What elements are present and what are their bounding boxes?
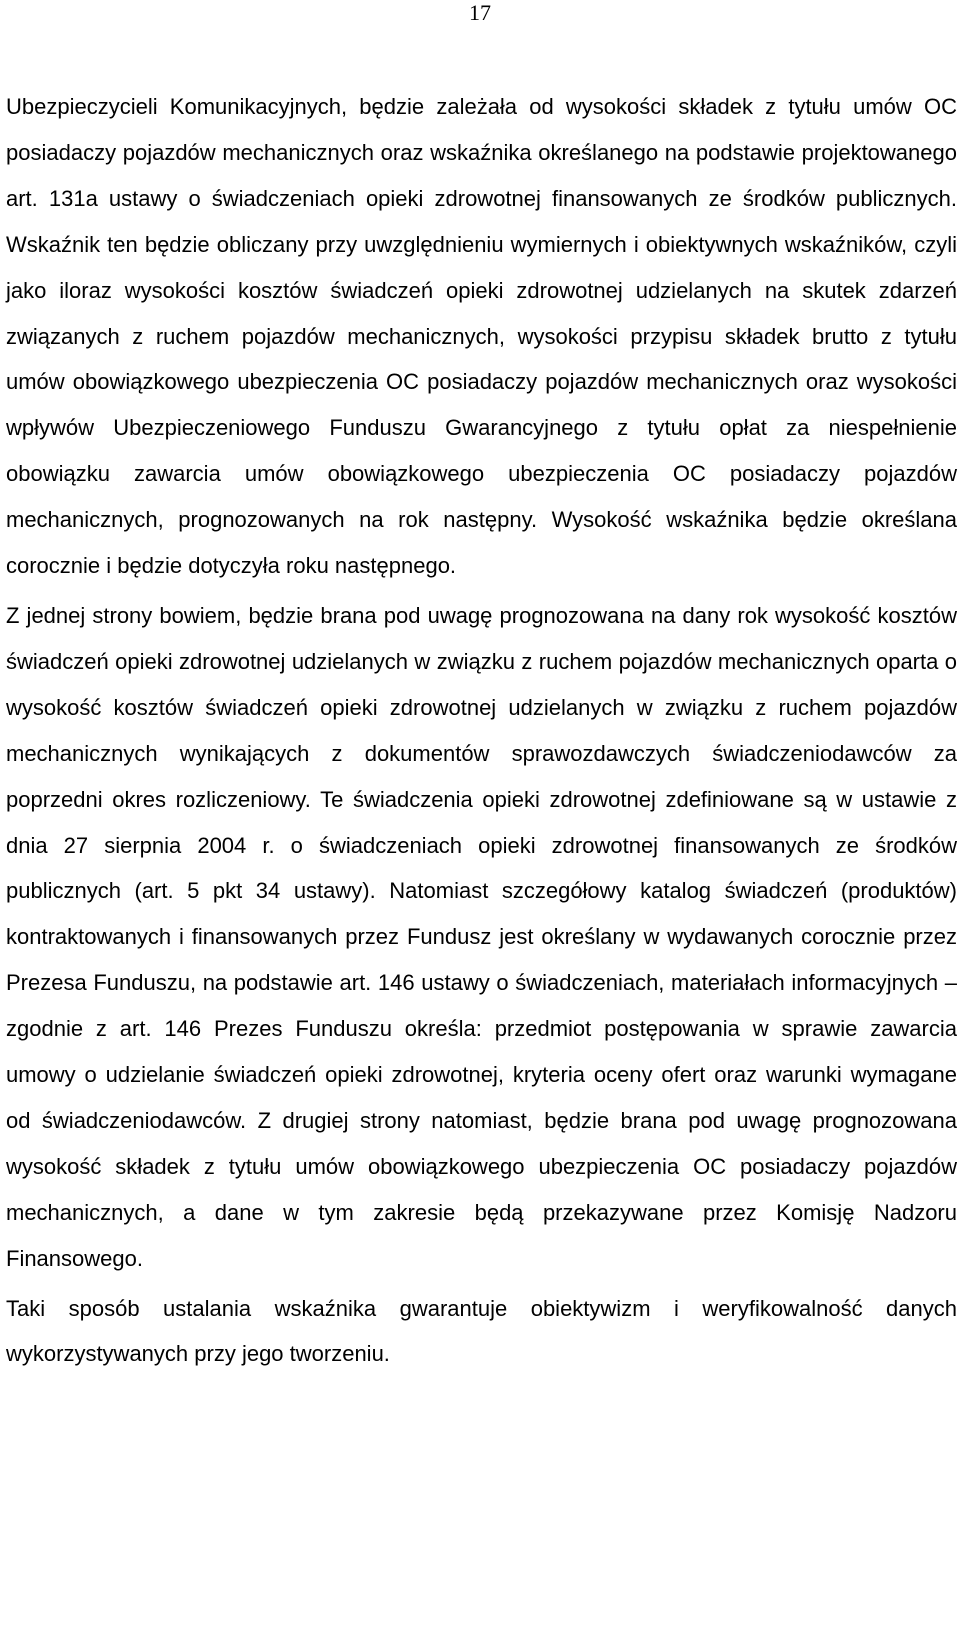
document-body [6, 84, 957, 1377]
page-number: 17 [469, 0, 491, 25]
paragraph-3: Taki sposób ustalania wskaźnika gwarantuje obiektywizm i weryfikowalność danych wykorzystywanych przy jego tworzeniu. [6, 1295, 957, 1367]
paragraph-1: Ubezpieczycieli Komunikacyjnych, będzie zależała od wysokości składek z tytułu umów OC posiadaczy pojazdów mechanicznych oraz wskaźnika określanego na podstawie projektowanego art. 131a ustawy o świadczeniach opieki zdrowotnej finansowanych ze środków publicznych. Wskaźnik ten będzie obliczany przy uwzględnieniu wymiernych i obiektywnych wskaźników, czyli jako iloraz wysokości kosztów świadczeń opieki zdrowotnej udzielanych na skutek zdarzeń związanych z ruchem pojazdów mechanicznych, wysokości przypisu składek brutto z tytułu umów obowiązkowego ubezpieczenia OC posiadaczy pojazdów mechanicznych oraz wysokości wpływów Ubezpieczeniowego Funduszu Gwarancyjnego z tytułu opłat za niespełnienie obowiązku zawarcia umów obowiązkowego ubezpieczenia OC posiadaczy pojazdów mechanicznych, prognozowanych na rok następny. Wysokość wskaźnika będzie określana corocznie i będzie dotyczyła roku następnego. [6, 94, 957, 579]
paragraph-2: Z jednej strony bowiem, będzie brana pod uwagę prognozowana na dany rok wysokość kosztów świadczeń opieki zdrowotnej udzielanych w związku z ruchem pojazdów mechanicznych oparta o wysokość kosztów świadczeń opieki zdrowotnej udzielanych w związku z ruchem pojazdów mechanicznych wynikających z dokumentów sprawozdawczych świadczeniodawców za poprzedni okres rozliczeniowy. Te świadczenia opieki zdrowotnej zdefiniowane są w ustawie z dnia 27 sierpnia 2004 r. o świadczeniach opieki zdrowotnej finansowanych ze środków publicznych (art. 5 pkt 34 ustawy). Natomiast szczegółowy katalog świadczeń (produktów) kontraktowanych i finansowanych przez Fundusz jest określany w wydawanych corocznie przez Prezesa Funduszu, na podstawie art. 146 ustawy o świadczeniach, materiałach informacyjnych – zgodnie z art. 146 Prezes Funduszu określa: przedmiot postępowania w sprawie zawarcia umowy o udzielanie świadczeń opieki zdrowotnej, kryteria oceny ofert oraz warunki wymagane od świadczeniodawców. Z drugiej strony natomiast, będzie brana pod uwagę prognozowana wysokość składek z tytułu umów obowiązkowego ubezpieczenia OC posiadaczy pojazdów mechanicznych, a dane w tym zakresie będą przekazywane przez Komisję Nadzoru Finansowego. [6, 602, 957, 1271]
